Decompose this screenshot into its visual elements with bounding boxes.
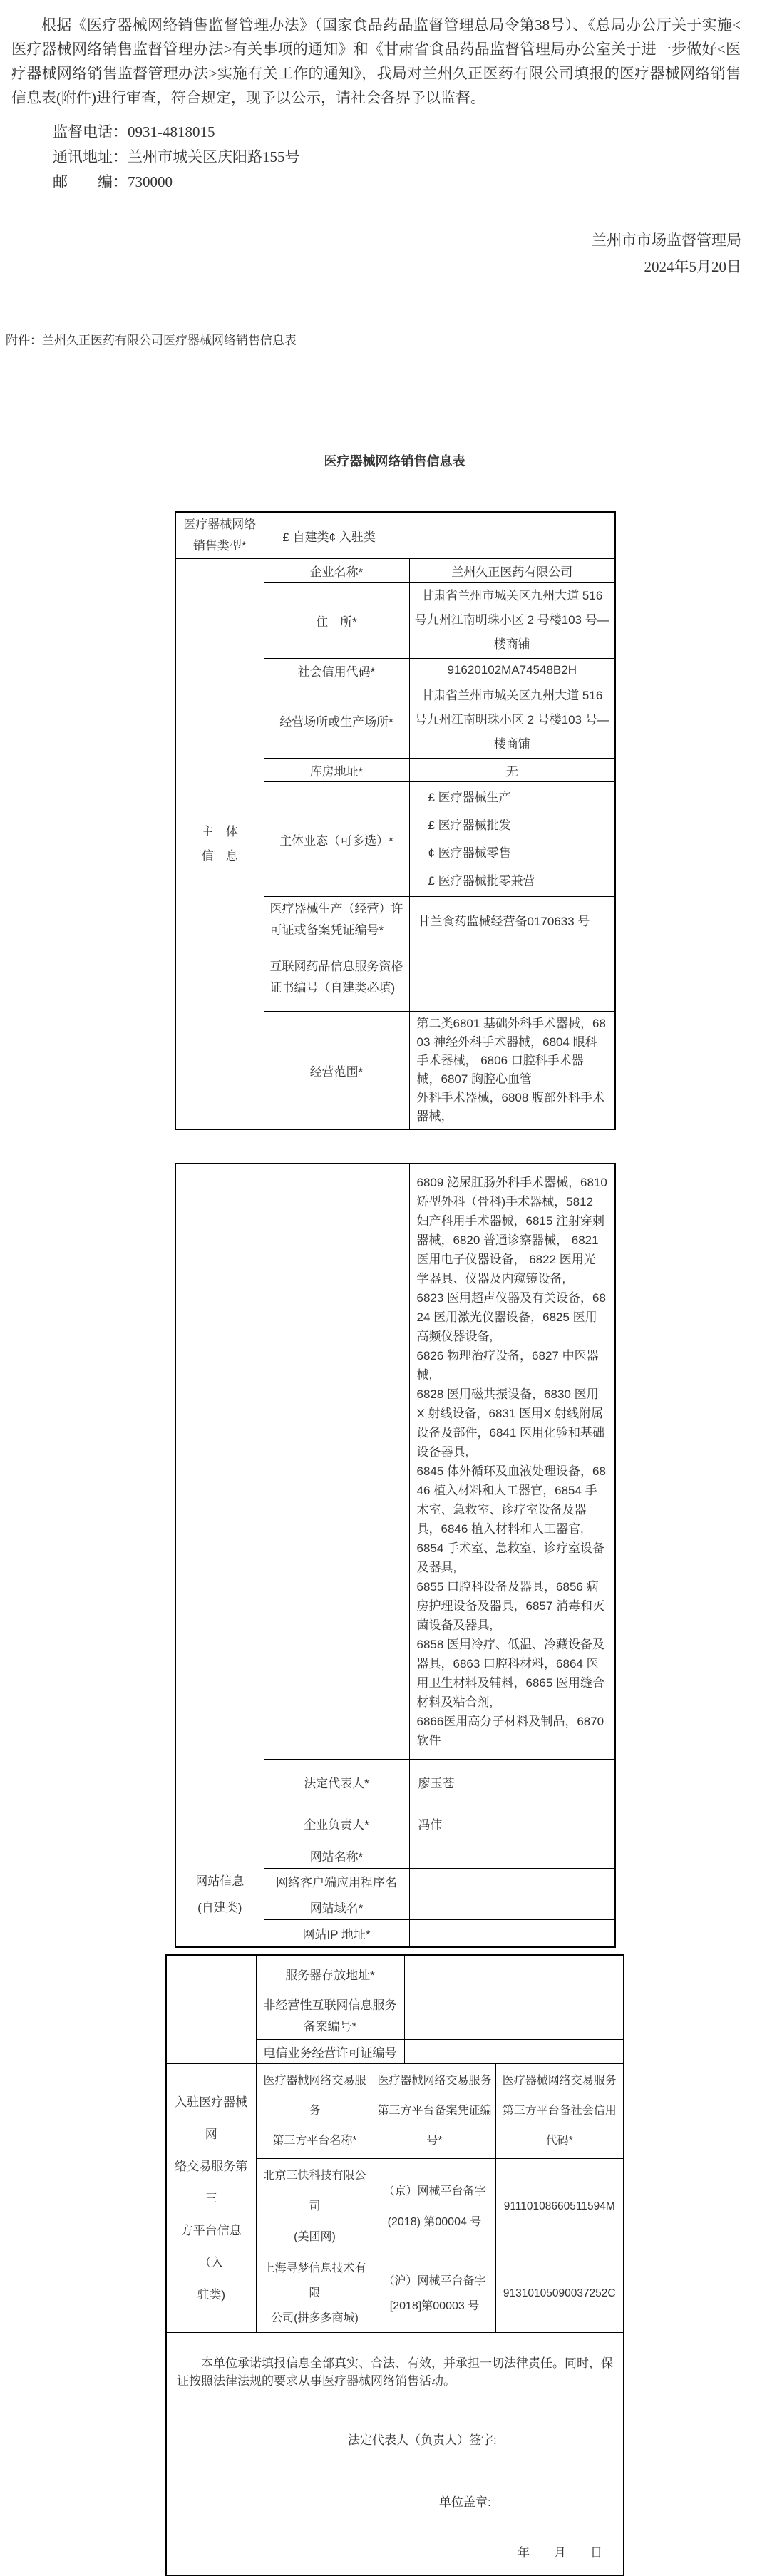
- client-app-name-value: [409, 1869, 615, 1894]
- table-gap: [0, 1130, 782, 1163]
- credit-code-value: 91620102MA74548B2H: [409, 659, 615, 682]
- platform-row-name: 上海寻梦信息技术有限 公司(拼多多商城): [256, 2254, 374, 2333]
- non-commercial-icp-value: [404, 1993, 624, 2040]
- issuer-name: 兰州市市场监督管理局: [0, 227, 741, 254]
- declaration-cell: [166, 2333, 624, 2576]
- website-ip-label: 网站IP 地址*: [264, 1920, 409, 1947]
- warehouse-label: 库房地址*: [264, 759, 409, 782]
- platform-row-credit-code: 91310105090037252C: [495, 2254, 624, 2333]
- table-gap: [0, 1948, 782, 1954]
- platform-row-record-no: （沪）网械平台备字 [2018]第00003 号: [374, 2254, 495, 2333]
- internet-drug-cert-label: 互联网药品信息服务资格证书编号（自建类必填): [264, 943, 409, 1012]
- legal-representative-value: 廖玉苍: [409, 1760, 615, 1805]
- business-scope-value: 第二类6801 基础外科手术器械，6803 神经外科手术器械，6804 眼科手术器械， 6806 口腔科手术器械，6807 胸腔心血管 外科手术器械，6808 腹部外科手术器械，: [409, 1012, 615, 1130]
- client-app-name-label: 网络客户端应用程序名: [264, 1869, 409, 1894]
- sale-type-value: £ 自建类¢ 入驻类: [264, 512, 615, 559]
- premises-value: 甘肃省兰州市城关区九州大道 516 号九州江南明珠小区 2 号楼103 号—楼商铺: [409, 682, 615, 759]
- warehouse-value: 无: [409, 759, 615, 782]
- telecom-license-value: [404, 2040, 624, 2064]
- issuer-block: [0, 227, 741, 280]
- company-name-label: 企业名称*: [264, 559, 409, 583]
- premises-label: 经营场所或生产场所*: [264, 682, 409, 759]
- sales-info-table-part3: [165, 1954, 624, 2576]
- form-title: 医疗器械网络销售信息表: [175, 451, 614, 470]
- non-commercial-icp-label: 非经营性互联网信息服务备案编号*: [256, 1993, 404, 2040]
- sales-info-table-part2: [175, 1163, 616, 1948]
- section-subject-info: 主 体 信 息: [175, 559, 264, 1130]
- internet-drug-cert-value: [409, 943, 615, 1012]
- platform-record-header: 医疗器械网络交易服务 第三方平台备案凭证编 号*: [374, 2064, 495, 2159]
- platform-row-name: 北京三快科技有限公司 (美团网): [256, 2159, 374, 2254]
- empty-section-cell: [166, 1955, 256, 2064]
- website-ip-value: [409, 1920, 615, 1947]
- business-scope-continued-value: 6809 泌尿肛肠外科手术器械，6810 矫型外科（骨科)手术器械，5812 妇产科用手术器械，6815 注射穿刺器械，6820 普通诊察器械， 6821 医用电子仪器设备， 6822 医用光学器具、仪器及内窥镜设备, 6823 医用超声仪器及有关设备，6824 医用激光仪器设备，6825 医用高频仪器设备, 6826 物理治疗设备，6827 中医器械, 6828 医用磁共振设备，6830 医用 X 射线设备，6831 医用X 射线附属设备及部件，6841 医用化验和基础设备器具, 6845 体外循环及血液处理设备，6846 植入材料和人工器官，6854 手术室、急救室、诊疗室设备及器具，6846 植入材料和人工器官, 6854 手术室、急救室、诊疗室设备及器具, 6855 口腔科设备及器具，6856 病房护理设备及器具，6857 消毒和灭菌设备及器具, 6858 医用冷疗、低温、冷藏设备及器具，6863 口腔科材料，6864 医用卫生材料及辅料，6865 医用缝合材料及粘合剂, 6866医用高分子材料及制品，6870 软件: [409, 1164, 615, 1760]
- platform-row-record-no: （京）网械平台备字 (2018) 第00004 号: [374, 2159, 495, 2254]
- business-scope-label: 经营范围*: [264, 1012, 409, 1130]
- issue-date: 2024年5月20日: [0, 254, 741, 280]
- platform-name-header: 医疗器械网络交易服务 第三方平台名称*: [256, 2064, 374, 2159]
- signature-label: 法定代表人（负责人）签字:: [348, 2430, 613, 2448]
- sales-info-table-part1: [175, 511, 616, 1130]
- business-modes-label: 主体业态（可多选）*: [264, 782, 409, 897]
- company-name-value: 兰州久正医药有限公司: [409, 559, 615, 583]
- telecom-license-label: 电信业务经营许可证编号: [256, 2040, 404, 2064]
- residence-value: 甘肃省兰州市城关区九州大道 516 号九州江南明珠小区 2 号楼103 号—楼商铺: [409, 583, 615, 659]
- postal-code: 邮 编：730000: [53, 170, 782, 195]
- website-domain-label: 网站域名*: [264, 1894, 409, 1920]
- empty-label-cell: [264, 1164, 409, 1760]
- website-name-value: [409, 1842, 615, 1869]
- supervision-phone: 监督电话：0931-4818015: [53, 120, 782, 145]
- contact-block: [53, 120, 782, 195]
- server-address-label: 服务器存放地址*: [256, 1955, 404, 1993]
- date-line: 年 月 日: [518, 2542, 613, 2560]
- website-domain-value: [409, 1894, 615, 1920]
- residence-label: 住 所*: [264, 583, 409, 659]
- company-principal-label: 企业负责人*: [264, 1805, 409, 1842]
- empty-section-cell: [175, 1164, 264, 1842]
- credit-code-label: 社会信用代码*: [264, 659, 409, 682]
- legal-representative-label: 法定代表人*: [264, 1760, 409, 1805]
- intro-paragraph: 根据《医疗器械网络销售监督管理办法》（国家食品药品监督管理总局令第38号）、《总局办公厅关于实施<医疗器械网络销售监督管理办法>有关事项的通知》和《甘肃省食品药品监督管理局办公室关于进一步做好<医疗器械网络销售监督管理办法>实施有关工作的通知》，我局对兰州久正医药有限公司填报的医疗器械网络销售信息表(附件)进行审查，符合规定，现予以公示，请社会各界予以监督。: [11, 13, 741, 110]
- business-modes-value: £ 医疗器械生产 £ 医疗器械批发 ¢ 医疗器械零售 £ 医疗器械批零兼营: [409, 782, 615, 897]
- mailing-address: 通讯地址：兰州市城关区庆阳路155号: [53, 145, 782, 170]
- section-website-info: 网站信息 (自建类): [175, 1842, 264, 1947]
- server-address-value: [404, 1955, 624, 1993]
- section-platform-info: 入驻医疗器械网 络交易服务第三 方平台信息（入 驻类): [166, 2064, 256, 2333]
- platform-credit-header: 医疗器械网络交易服务 第三方平台备社会信用 代码*: [495, 2064, 624, 2159]
- spacer: [0, 470, 782, 511]
- company-principal-value: 冯伟: [409, 1805, 615, 1842]
- seal-label: 单位盖章:: [439, 2492, 613, 2510]
- declaration-text: 本单位承诺填报信息全部真实、合法、有效，并承担一切法律责任。同时，保证按照法律法规的要求从事医疗器械网络销售活动。: [177, 2354, 613, 2390]
- attachment-note: 附件：兰州久正医药有限公司医疗器械网络销售信息表: [6, 330, 782, 348]
- website-name-label: 网站名称*: [264, 1842, 409, 1869]
- sale-type-label: 医疗器械网络 销售类型*: [175, 512, 264, 559]
- platform-row-credit-code: 91110108660511594M: [495, 2159, 624, 2254]
- license-no-label: 医疗器械生产（经营）许可证或备案凭证编号*: [264, 897, 409, 943]
- license-no-value: 甘兰食药监械经营备0170633 号: [409, 897, 615, 943]
